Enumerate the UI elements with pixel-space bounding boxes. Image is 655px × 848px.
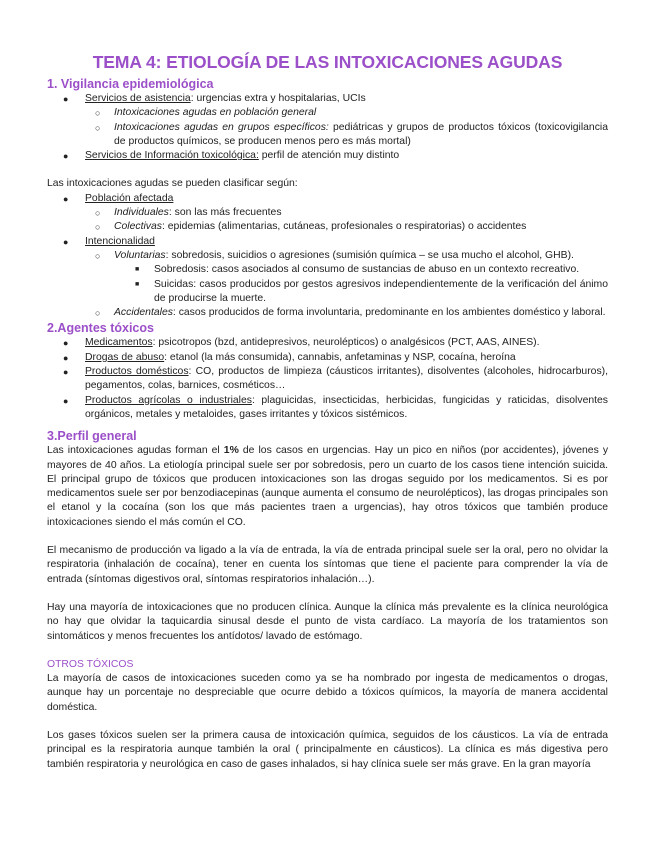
list-item: ● Drogas de abuso: etanol (la más consumida), cannabis, anfetaminas y NSP, cocaína, heroína bbox=[47, 351, 608, 365]
list-item: ○ Voluntarias: sobredosis, suicidios o agresiones (sumisión química – se usa mucho el alcohol, GHB). bbox=[47, 249, 608, 263]
paragraph-perfil-2: El mecanismo de producción va ligado a la vía de entrada, la vía de entrada principal suele ser la oral, pero no olvidar la respiratoria (inhalación de cocaína), tener en cuenta los síntomas que tiene el paciente para comprender la vía de entrada (síntomas digestivos oral, síntomas respiratorios inhalación…). bbox=[47, 545, 608, 585]
section-heading-vigilancia: 1. Vigilancia epidemiológica bbox=[47, 77, 214, 91]
sub-heading-otros-toxicos: OTROS TÓXICOS bbox=[47, 658, 134, 670]
list-clasificacion bbox=[47, 192, 608, 321]
page-title: TEMA 4: ETIOLOGÍA DE LAS INTOXICACIONES AGUDAS bbox=[92, 52, 563, 72]
list-item: ■ Sobredosis: casos asociados al consumo de sustancias de abuso en un contexto recreativo. bbox=[47, 263, 608, 277]
list-item: ● Productos domésticos: CO, productos de limpieza (cáusticos irritantes), disolventes (alcoholes, hidrocarburos), pegamentos, colas, barnices, cosméticos… bbox=[63, 366, 608, 392]
circle-bullet-icon: ○ bbox=[95, 222, 101, 233]
paragraph-otros-1: La mayoría de casos de intoxicaciones suceden como ya se ha nombrado por ingesta de medicamentos o drogas, aunque hay un porcentaje no despreciable que ocurre debido a tóxicos químicos, la mayoría de manera accidental doméstica. bbox=[47, 673, 608, 713]
section-heading-agentes: 2.Agentes tóxicos bbox=[47, 321, 154, 336]
paragraph-perfil-1: Las intoxicaciones agudas forman el 1% de los casos en urgencias. Hay un pico en niños (por accidentes), jóvenes y mayores de 40 años. La etiología principal suele ser por sobredosis, pero un cuarto de los casos tiene intención suicida. El principal grupo de tóxicos que producen intoxicaciones son las drogas seguido por los medicamentos. Si es por medicamentos suele ser por benzodiacepinas (aunque aumenta el consumo de neurolépticos), las drogas principales son el etanol y la cocaína (son los que más pacientes traen a urgencias), hay otros tóxicos que también produce intoxicaciones siendo el más común el CO. bbox=[47, 445, 609, 528]
list-item: ● Población afectada bbox=[47, 192, 608, 206]
list-item: ○ Colectivas: epidemias (alimentarias, cutáneas, profesionales o respiratorias) o accidentes bbox=[47, 220, 608, 234]
bullet-icon: ● bbox=[63, 367, 69, 378]
circle-bullet-icon: ○ bbox=[95, 122, 101, 133]
square-bullet-icon: ■ bbox=[135, 280, 140, 288]
list-item: ● Servicios de asistencia: urgencias extra y hospitalarias, UCIs bbox=[47, 92, 608, 106]
list-agentes bbox=[47, 336, 608, 422]
circle-bullet-icon: ○ bbox=[95, 250, 101, 261]
circle-bullet-icon: ○ bbox=[95, 208, 101, 219]
circle-bullet-icon: ○ bbox=[95, 308, 101, 319]
bullet-icon: ● bbox=[63, 338, 69, 349]
bullet-icon: ● bbox=[63, 94, 69, 104]
bullet-icon: ● bbox=[63, 236, 69, 247]
classification-intro: Las intoxicaciones agudas se pueden clasificar según: bbox=[47, 178, 298, 190]
list-item: ● Intencionalidad bbox=[47, 235, 608, 249]
paragraph-perfil-3: Hay una mayoría de intoxicaciones que no producen clínica. Aunque la clínica más prevalente es la clínica neurológica no hay que olvidar la taquicardia sinusal desde el punto de vista cardíaco. La mayoría de los tratamientos son sintomáticos y menos frecuentes los antídotos/ lavado de estómago. bbox=[47, 601, 608, 642]
bullet-icon: ● bbox=[63, 395, 69, 406]
list-item: ● Productos agrícolas o industriales: plaguicidas, insecticidas, herbicidas, fungicidas y raticidas, disolventes orgánicos, metales y metaloides, gases irritantes y tóxicos sistémicos. bbox=[63, 394, 608, 420]
list-item: ○ Intoxicaciones agudas en población general bbox=[47, 106, 608, 120]
list-item: ■ Suicidas: casos producidos por gestos agresivos independientemente de la verificación del ánimo de producirse la muerte. bbox=[135, 278, 608, 304]
bullet-icon: ● bbox=[63, 352, 69, 363]
bullet-icon: ● bbox=[63, 193, 69, 204]
list-item: ○ Intoxicaciones agudas en grupos específicos: pediátricas y grupos de productos tóxicos (toxicovigilancia de productos químicos, se producen menos pero es más mortal) bbox=[95, 121, 608, 147]
list-item: ○ Accidentales: casos producidos de forma involuntaria, predominante en los ambientes doméstico y laboral. bbox=[47, 306, 608, 320]
paragraph-otros-2: Los gases tóxicos suelen ser la primera causa de intoxicación química, seguidos de los cáusticos. La vía de entrada principal es la respiratoria aunque también la oral ( principalmente en cáusticos). La clínica es más digestiva pero también respiratoria y neurológica en caso de gases inhalados, si hay clínica suele ser más grave. En la gran mayoría bbox=[47, 729, 608, 770]
list-vigilancia bbox=[47, 92, 608, 163]
list-item: ● Medicamentos: psicotropos (bzd, antidepresivos, neurolépticos) o analgésicos (PCT, AAS, AINES). bbox=[47, 336, 608, 350]
list-item: ● Servicios de Información toxicológica: perfil de atención muy distinto bbox=[47, 149, 608, 163]
section-heading-perfil: 3.Perfil general bbox=[47, 429, 137, 444]
circle-bullet-icon: ○ bbox=[95, 108, 101, 119]
bullet-icon: ● bbox=[63, 151, 69, 162]
list-item: ○ Individuales: son las más frecuentes bbox=[47, 206, 608, 220]
square-bullet-icon: ■ bbox=[135, 266, 140, 274]
